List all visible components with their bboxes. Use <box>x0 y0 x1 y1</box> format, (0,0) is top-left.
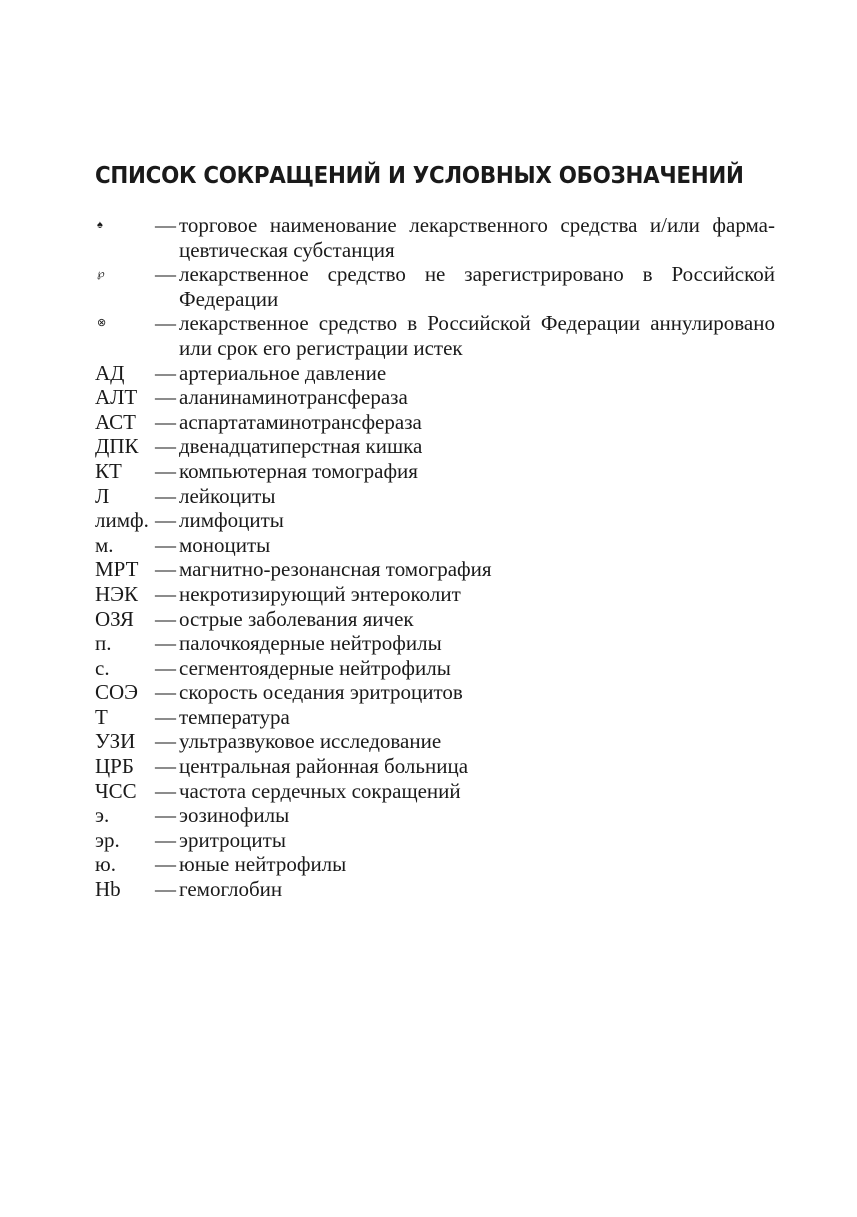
abbreviation-row <box>95 484 775 509</box>
abbreviation-definition: компьютерная томография <box>179 458 418 483</box>
abbreviation-term: ДПК <box>95 434 139 459</box>
abbreviation-row <box>95 852 775 877</box>
abbreviation-term: ОЗЯ <box>95 606 134 631</box>
dash: — <box>155 532 176 557</box>
dash: — <box>155 311 176 336</box>
abbreviation-row <box>95 828 775 853</box>
abbreviation-row <box>95 213 775 262</box>
dash: — <box>155 778 176 803</box>
abbreviation-term: СОЭ <box>95 680 139 705</box>
dash: — <box>155 877 176 902</box>
abbreviation-row <box>95 508 775 533</box>
abbreviation-definition: лекарственное средство в Российской Федерации аннулировано или срок его регистрации истек <box>179 311 775 360</box>
abbreviation-row <box>95 311 775 360</box>
abbreviation-definition: температура <box>179 704 290 729</box>
abbreviation-term: УЗИ <box>95 729 136 754</box>
abbreviation-row <box>95 877 775 902</box>
abbreviation-term: ЦРБ <box>95 754 134 779</box>
dash: — <box>155 852 176 877</box>
abbreviation-row <box>95 582 775 607</box>
abbreviation-term: э. <box>95 803 110 828</box>
dash: — <box>155 409 176 434</box>
dash: — <box>155 631 176 656</box>
abbreviation-row <box>95 729 775 754</box>
dash: — <box>155 680 176 705</box>
abbreviation-definition: магнитно-резонансная томография <box>179 557 492 582</box>
abbreviation-row <box>95 631 775 656</box>
abbreviation-definition: аспартатаминотрансфераза <box>179 409 422 434</box>
abbreviation-definition: центральная районная больница <box>179 754 469 779</box>
abbreviation-term: м. <box>95 532 114 557</box>
abbreviation-definition: лимфоциты <box>179 508 284 533</box>
abbreviation-row <box>95 533 775 558</box>
dash: — <box>155 581 176 606</box>
abbreviation-row <box>95 779 775 804</box>
abbreviation-term: Т <box>95 704 108 729</box>
abbreviation-term: АЛТ <box>95 385 138 410</box>
trade-name-symbol-icon: ♠ <box>97 219 103 231</box>
abbreviation-definition: юные нейтрофилы <box>179 852 347 877</box>
dash: — <box>155 385 176 410</box>
abbreviation-row <box>95 705 775 730</box>
dash: — <box>155 360 176 385</box>
abbreviation-term: НЭК <box>95 581 139 606</box>
abbreviation-definition: двенадцатиперстная кишка <box>179 434 423 459</box>
abbreviation-definition: лейкоциты <box>179 483 276 508</box>
abbreviation-list <box>95 213 775 902</box>
abbreviation-row <box>95 434 775 459</box>
dash: — <box>155 434 176 459</box>
dash: — <box>155 483 176 508</box>
annulled-symbol-icon: ⊗ <box>97 317 107 330</box>
dash: — <box>155 655 176 680</box>
abbreviation-row <box>95 803 775 828</box>
dash: — <box>155 704 176 729</box>
abbreviation-term: КТ <box>95 458 122 483</box>
abbreviation-term: МРТ <box>95 557 139 582</box>
abbreviation-definition: некротизирующий энтероколит <box>179 581 461 606</box>
abbreviation-definition: сегментоядерные нейтрофилы <box>179 655 451 680</box>
abbreviation-definition: гемоглобин <box>179 877 283 902</box>
abbreviation-term: эр. <box>95 827 120 852</box>
abbreviation-row <box>95 680 775 705</box>
abbreviation-row <box>95 361 775 386</box>
abbreviation-row <box>95 459 775 484</box>
dash: — <box>155 754 176 779</box>
not-registered-symbol-icon: ℘ <box>97 268 105 281</box>
abbreviation-definition: скорость оседания эритроцитов <box>179 680 463 705</box>
dash: — <box>155 262 176 287</box>
abbreviation-term: п. <box>95 631 112 656</box>
dash: — <box>155 803 176 828</box>
abbreviation-term: АСТ <box>95 409 136 434</box>
abbreviation-definition: эритроциты <box>179 827 286 852</box>
abbreviation-term: с. <box>95 655 110 680</box>
dash: — <box>155 729 176 754</box>
abbreviation-definition: эозинофилы <box>179 803 290 828</box>
dash: — <box>155 213 176 237</box>
abbreviation-term: Hb <box>95 877 121 902</box>
abbreviation-row <box>95 262 775 311</box>
abbreviation-term: АД <box>95 360 125 385</box>
abbreviation-definition: частота сердечных сокращений <box>179 778 461 803</box>
abbreviation-row <box>95 754 775 779</box>
abbreviation-term: лимф. <box>95 508 149 533</box>
abbreviation-definition: острые заболевания яичек <box>179 606 414 631</box>
dash: — <box>155 827 176 852</box>
abbreviation-row <box>95 607 775 632</box>
abbreviation-definition: палочкоядерные нейтрофилы <box>179 631 442 656</box>
page-title: СПИСОК СОКРАЩЕНИЙ И УСЛОВНЫХ ОБОЗНАЧЕНИЙ <box>95 163 744 189</box>
abbreviation-row <box>95 656 775 681</box>
abbreviation-definition: аланинаминотрансфераза <box>179 385 408 410</box>
abbreviation-definition: торговое наименование лекарственного средства и/или фармацевтическая субстанция <box>179 213 775 262</box>
abbreviation-definition: лекарственное средство не зарегистрировано в Российской Федерации <box>179 262 775 311</box>
abbreviation-definition: артериальное давление <box>179 360 387 385</box>
abbreviation-row <box>95 410 775 435</box>
abbreviation-definition: моноциты <box>179 532 271 557</box>
dash: — <box>155 606 176 631</box>
dash: — <box>155 557 176 582</box>
abbreviation-term: ЧСС <box>95 778 137 803</box>
abbreviation-row <box>95 385 775 410</box>
abbreviation-term: Л <box>95 483 110 508</box>
dash: — <box>155 508 176 533</box>
abbreviation-term: ю. <box>95 852 116 877</box>
dash: — <box>155 458 176 483</box>
abbreviation-definition: ультразвуковое исследование <box>179 729 442 754</box>
abbreviation-row <box>95 557 775 582</box>
